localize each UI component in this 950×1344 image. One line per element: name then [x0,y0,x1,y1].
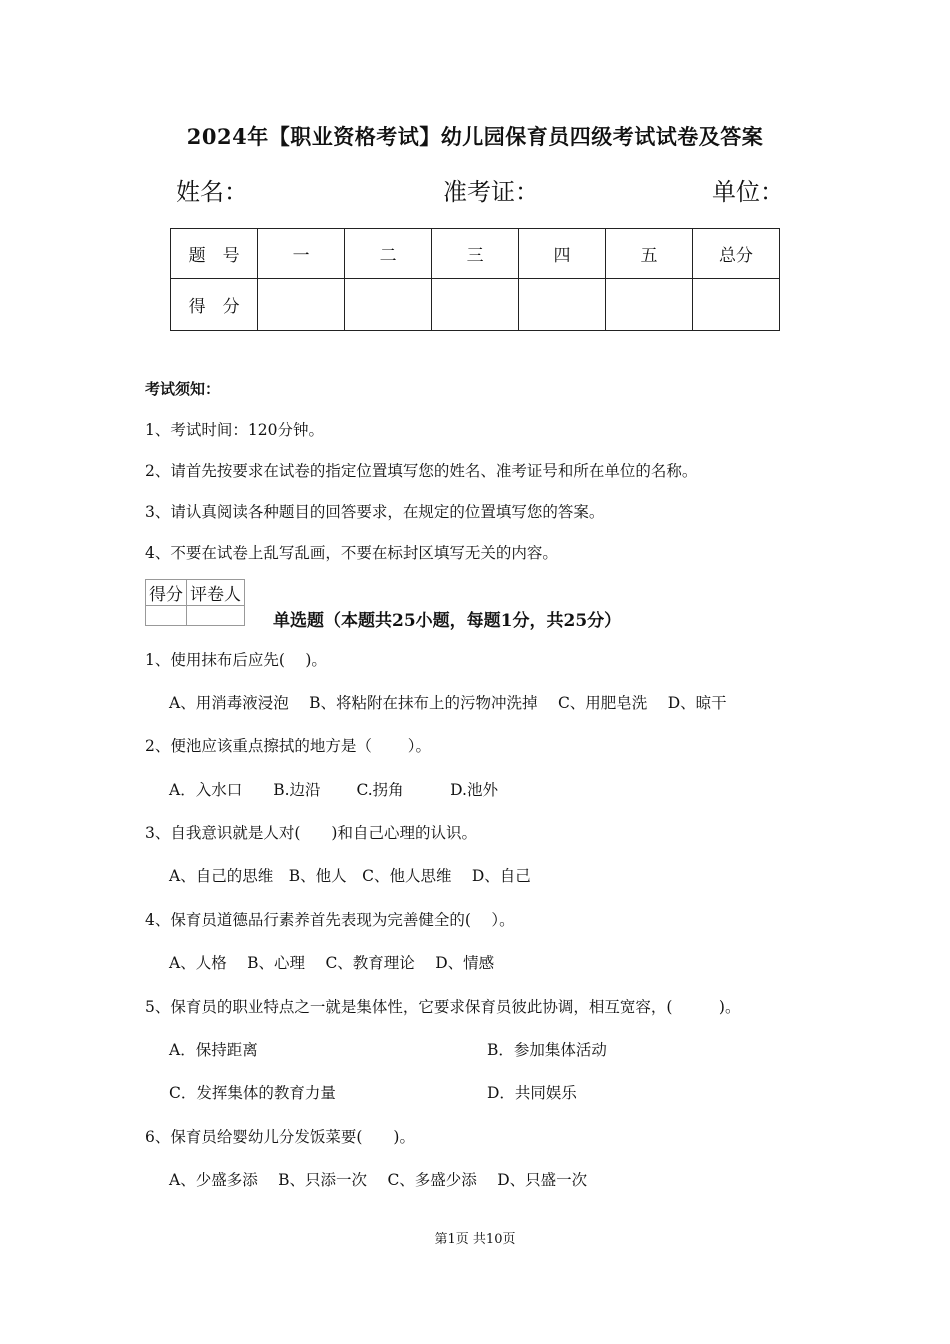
score-row-label: 得 分 [171,279,258,331]
question-stem: 4、保育员道德品行素养首先表现为完善健全的( ）。 [145,911,515,929]
page-footer: 第1页 共10页 [434,1232,516,1247]
question-stem: 6、保育员给婴幼儿分发饭菜要( )。 [145,1128,415,1146]
question-stem: 5、保育员的职业特点之一就是集体性，它要求保育员彼此协调，相互宽容，( )。 [145,998,741,1016]
notice-heading: 考试须知： [145,380,221,398]
question-option: A．保持距离 [169,1041,258,1059]
score-header-cell: 四 [519,229,606,279]
question-options: A、用消毒液浸泡 B、将粘附在抹布上的污物冲洗掉 C、用肥皂洗 D、晾干 [169,694,727,712]
score-cell[interactable] [606,279,693,331]
score-cell[interactable] [258,279,345,331]
score-table-header-row [171,229,780,279]
section-heading: 单选题（本题共25小题，每题1分，共25分） [273,611,622,631]
grader-name-label: 评卷人 [187,580,245,606]
unit-field-label: 单位： [712,178,784,206]
question-option: D．共同娱乐 [487,1084,577,1102]
question-option: B．参加集体活动 [487,1041,607,1059]
question-options: A、自己的思维 B、他人 C、他人思维 D、自己 [169,867,531,885]
score-header-cell: 三 [432,229,519,279]
score-header-cell: 五 [606,229,693,279]
question-stem: 1、使用抹布后应先( )。 [145,651,327,669]
notice-item: 3、请认真阅读各种题目的回答要求，在规定的位置填写您的答案。 [145,503,605,521]
score-header-cell: 二 [345,229,432,279]
score-table [170,228,780,331]
question-stem: 3、自我意识就是人对( )和自己心理的认识。 [145,824,477,842]
question-options: A、少盛多添 B、只添一次 C、多盛少添 D、只盛一次 [169,1171,588,1189]
grader-box [145,579,245,626]
score-cell[interactable] [432,279,519,331]
grader-score-cell[interactable] [146,606,187,626]
page-title: 2024年【职业资格考试】幼儿园保育员四级考试试卷及答案 [186,124,764,149]
score-header-cell: 总分 [692,229,779,279]
notice-item: 4、不要在试卷上乱写乱画，不要在标封区填写无关的内容。 [145,544,558,562]
question-options: A．入水口 B.边沿 C.拐角 D.池外 [169,781,498,799]
grader-name-cell[interactable] [187,606,245,626]
score-header-cell: 题 号 [171,229,258,279]
score-cell[interactable] [692,279,779,331]
question-options: A、人格 B、心理 C、教育理论 D、情感 [169,954,495,972]
question-stem: 2、便池应该重点擦拭的地方是（ ）。 [145,737,432,755]
notice-item: 1、考试时间：120分钟。 [145,421,324,439]
score-header-cell: 一 [258,229,345,279]
exam-number-field-label: 准考证： [443,178,539,206]
score-table-score-row [171,279,780,331]
name-field-label: 姓名： [176,178,248,206]
notice-item: 2、请首先按要求在试卷的指定位置填写您的姓名、准考证号和所在单位的名称。 [145,462,698,480]
grader-score-label: 得分 [146,580,187,606]
score-cell[interactable] [345,279,432,331]
question-option: C．发挥集体的教育力量 [169,1084,336,1102]
score-cell[interactable] [519,279,606,331]
